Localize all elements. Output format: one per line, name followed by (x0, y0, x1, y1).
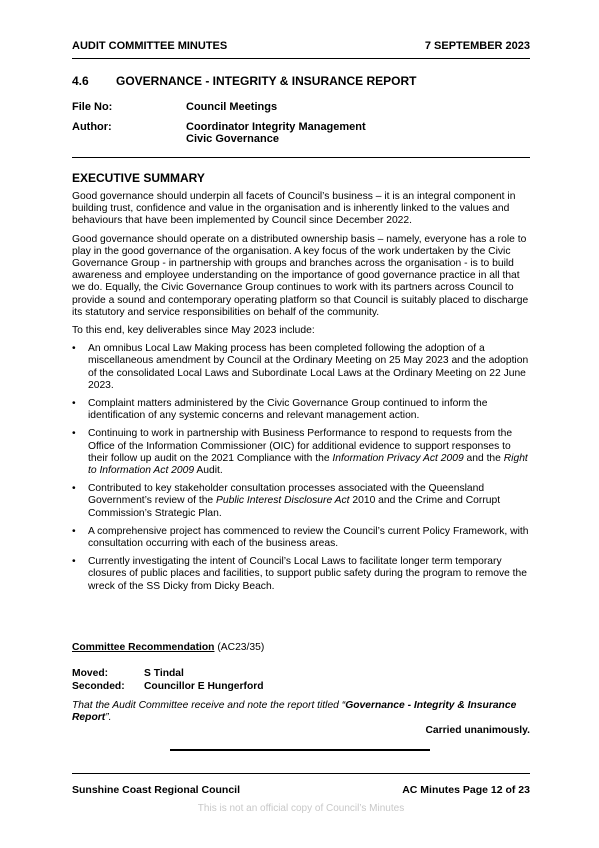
paragraph-2: Good governance should operate on a distributed ownership basis – namely, everyone has a role to play in the good governance of the organisation. A key focus of the work undertaken by the Civic Governance Group - in partnership with groups and branches across the organisation - is to build awareness and employee understanding on the importance of good governance practice in all that we do. Equally, the Civic Governance Group continues to work with its partners across Council to provide a sound and contemporary operating platform so that Council is suitably placed to discharge its statutory and service responsibilities on behalf of the community. (72, 233, 529, 318)
paragraph-3: To this end, key deliverables since May 2023 include: (72, 325, 315, 337)
author-row (72, 121, 530, 145)
list-item (72, 428, 530, 477)
carried-status: Carried unanimously. (425, 725, 530, 736)
list-item (72, 556, 530, 593)
file-no-value: Council Meetings (186, 101, 278, 113)
header-date: 7 SEPTEMBER 2023 (424, 40, 530, 52)
section-number: 4.6 (72, 74, 89, 88)
moved-value: S Tindal (144, 668, 184, 679)
seconded-value: Councillor E Hungerford (144, 681, 264, 692)
bullet-glyph: • (72, 428, 76, 440)
list-item-text: A comprehensive project has commenced to review the Council’s current Policy Framework, with consultation occurring with each of the business areas. (88, 525, 529, 550)
bullet-glyph: • (72, 398, 76, 410)
list-item (72, 526, 530, 550)
watermark: This is not an official copy of Council’s Minutes (197, 803, 405, 814)
header-title: AUDIT COMMITTEE MINUTES (72, 40, 228, 52)
page-header (72, 40, 530, 52)
file-no-label: File No: (72, 101, 113, 113)
seconded-row (72, 681, 264, 692)
footer-council: Sunshine Coast Regional Council (72, 784, 241, 796)
list-item-text (88, 483, 500, 518)
footer-page-number: AC Minutes Page 12 of 23 (402, 784, 530, 796)
footer-divider (72, 773, 530, 774)
recommendation-heading: Committee Recommendation (72, 642, 215, 653)
report-title: Governance - Integrity & Insurance Report (72, 700, 517, 724)
moved-label: Moved: (72, 668, 109, 679)
list-item (72, 483, 530, 520)
text-run: Contributed to key stakeholder consultation processes associated with the Queensland Government’s review of the (88, 483, 485, 507)
executive-summary-heading: EXECUTIVE SUMMARY (72, 171, 205, 185)
file-no-row (72, 101, 530, 113)
text-run: Audit. (194, 465, 223, 477)
text-run: ”. (105, 712, 112, 724)
author-line-2: Civic Governance (186, 133, 279, 145)
text-run: and the (463, 452, 504, 464)
bullet-glyph: • (72, 483, 76, 495)
list-item-text: An omnibus Local Law Making process has been completed following the adoption of a miscellaneous amendment by Council at the Ordinary Meeting on 25 May 2023 and the adoption of the consolidated Local Laws and Subordinate Local Laws at the Ordinary Meeting on 22 June 2023. (88, 343, 529, 391)
bullet-glyph: • (72, 525, 76, 537)
moved-row (72, 668, 184, 679)
list-item (72, 343, 530, 392)
author-value (186, 121, 366, 145)
deliverables-list (72, 343, 530, 593)
committee-recommendation (72, 642, 264, 653)
list-item-text (88, 428, 528, 476)
text-run: That the Audit Committee receive and note the report titled “ (72, 700, 346, 711)
resolution-text (72, 700, 530, 724)
bullet-glyph: • (72, 343, 76, 355)
resolution-divider (170, 749, 430, 751)
text-run: 2010 and the Crime and Corrupt Commission’s Strategic Plan. (88, 495, 501, 519)
header-divider (72, 58, 530, 59)
author-label: Author: (72, 121, 112, 133)
section-title (72, 74, 530, 88)
list-item (72, 398, 530, 422)
author-line-1: Coordinator Integrity Management (186, 121, 366, 133)
section-heading: GOVERNANCE - INTEGRITY & INSURANCE REPORT (116, 74, 417, 88)
text-run: Continuing to work in partnership with Business Performance to respond to requests from the Office of the Information Commissioner (OIC) for additional evidence to support responses to their follow up audit on the 2021 Compliance with the (88, 428, 513, 464)
executive-summary-body (72, 191, 530, 599)
list-item-text: Complaint matters administered by the Civic Governance Group continued to inform the identification of any systemic concerns and relevant management action. (88, 398, 488, 422)
act-title: Right to Information Act 2009 (88, 452, 528, 477)
page-footer (72, 784, 530, 796)
recommendation-ref: (AC23/35) (214, 642, 265, 653)
act-title: Public Interest Disclosure Act (216, 495, 350, 507)
bullet-glyph: • (72, 556, 76, 568)
seconded-label: Seconded: (72, 681, 125, 692)
act-title: Information Privacy Act 2009 (332, 452, 464, 464)
list-item-text: Currently investigating the intent of Council’s Local Laws to facilitate longer term temporary closures of public places and facilities, to support public safety during the program to remove the wreck of the SS Dicky from Dicky Beach. (88, 556, 527, 592)
paragraph-1: Good governance should underpin all facets of Council’s business – it is an integral component in building trust, confidence and value in the organisation and is inherently linked to the values and behaviours that have been implemented by Council since December 2022. (72, 191, 516, 227)
meta-divider (72, 157, 530, 158)
